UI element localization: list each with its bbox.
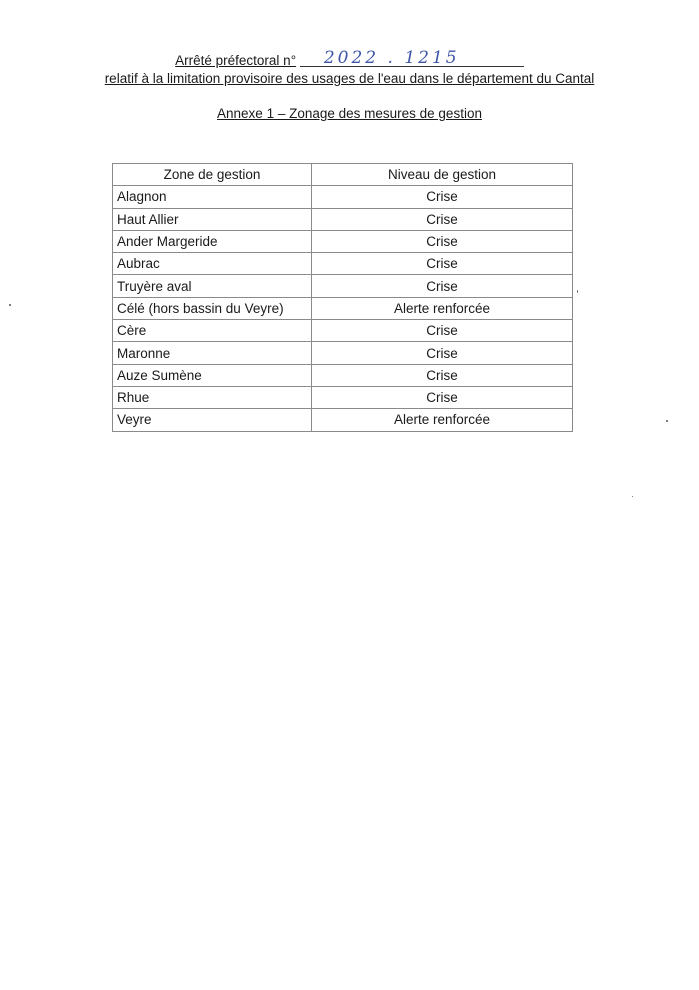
level-cell: Crise — [312, 342, 573, 364]
scan-speck — [666, 420, 668, 422]
table-row — [113, 230, 573, 252]
decree-title-line — [175, 48, 524, 70]
decree-title-prefix: Arrêté préfectoral n° — [175, 53, 297, 68]
table-row — [113, 186, 573, 208]
table-row — [113, 409, 573, 431]
zone-cell: Auze Sumène — [113, 364, 312, 386]
level-cell: Crise — [312, 275, 573, 297]
zone-cell: Haut Allier — [113, 208, 312, 230]
table-row — [113, 342, 573, 364]
scan-speck — [577, 290, 578, 293]
management-zones-table — [112, 163, 573, 432]
decree-number-handwritten: 2022 . 1215 — [300, 50, 524, 67]
zone-cell: Ander Margeride — [113, 230, 312, 252]
table-row — [113, 364, 573, 386]
scan-speck — [632, 496, 633, 497]
table-row — [113, 297, 573, 319]
level-cell: Crise — [312, 386, 573, 408]
zone-cell: Aubrac — [113, 253, 312, 275]
level-cell: Crise — [312, 230, 573, 252]
zone-cell: Maronne — [113, 342, 312, 364]
table-row — [113, 208, 573, 230]
level-cell: Crise — [312, 320, 573, 342]
level-cell: Crise — [312, 208, 573, 230]
table-header-row — [113, 164, 573, 186]
zone-cell: Célé (hors bassin du Veyre) — [113, 297, 312, 319]
level-cell: Alerte renforcée — [312, 297, 573, 319]
document-header — [0, 48, 699, 88]
scan-speck — [9, 304, 11, 306]
zone-cell: Rhue — [113, 386, 312, 408]
zone-cell: Alagnon — [113, 186, 312, 208]
zone-cell: Veyre — [113, 409, 312, 431]
column-header-level: Niveau de gestion — [312, 164, 573, 186]
annex-title: Annexe 1 – Zonage des mesures de gestion — [217, 106, 482, 121]
decree-subtitle: relatif à la limitation provisoire des usages de l'eau dans le département du Cantal — [104, 71, 595, 86]
level-cell: Alerte renforcée — [312, 409, 573, 431]
zone-cell: Truyère aval — [113, 275, 312, 297]
level-cell: Crise — [312, 253, 573, 275]
table-row — [113, 320, 573, 342]
table-row — [113, 275, 573, 297]
zone-cell: Cère — [113, 320, 312, 342]
level-cell: Crise — [312, 364, 573, 386]
level-cell: Crise — [312, 186, 573, 208]
table-row — [113, 386, 573, 408]
table-row — [113, 253, 573, 275]
column-header-zone: Zone de gestion — [113, 164, 312, 186]
